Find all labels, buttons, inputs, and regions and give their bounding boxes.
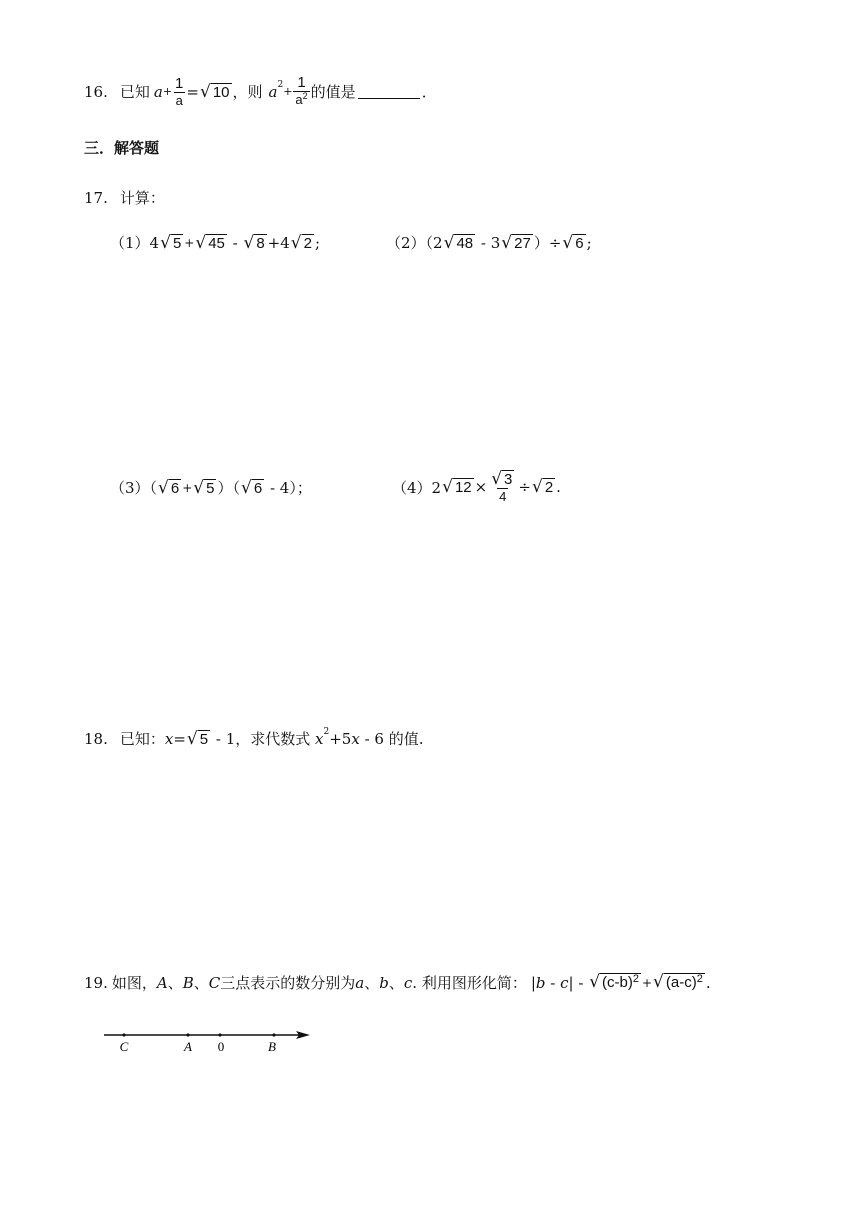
radicand — [664, 973, 705, 993]
divide-sign: ÷ — [518, 478, 531, 496]
section-heading: 三．解答题 — [84, 139, 160, 157]
sqrt-6: √ 6 — [241, 477, 263, 498]
question-text: ，则 — [232, 83, 263, 101]
radicand: 2 — [544, 479, 554, 496]
point-name-c: C — [208, 973, 221, 992]
radicand: 12 — [454, 479, 472, 496]
plus-coefficient: +4 — [267, 233, 290, 252]
fraction-numerator: 1 — [175, 75, 184, 92]
semicolon: ; — [586, 233, 592, 252]
radicand: 5 — [199, 730, 209, 748]
question-number: 16. — [84, 82, 108, 101]
sqrt-8: √ 8 — [243, 232, 265, 253]
sqrt-6: √ 6 — [562, 232, 584, 253]
plus-sign: + — [162, 85, 173, 98]
fraction-denominator: 4 — [499, 489, 507, 504]
semicolon: ; — [314, 233, 321, 252]
sqrt-3: √ 3 — [491, 469, 513, 489]
radicand: 6 — [170, 479, 180, 497]
question-number: 18. — [84, 729, 108, 748]
question-text: . 利用图形化简： — [412, 974, 527, 992]
question-number: 19. — [84, 973, 108, 992]
var-b: b — [379, 973, 389, 992]
question-text: 如图， — [111, 974, 157, 992]
sqrt-5: √ 5 — [160, 232, 182, 253]
question-text: +5 — [329, 729, 352, 748]
point-label-b: B — [268, 1039, 276, 1054]
radicand: 6 — [575, 234, 584, 252]
exponent: 2 — [277, 79, 284, 90]
abs-bar: | — [530, 973, 536, 992]
parenthesis: ）（ — [217, 479, 240, 497]
sqrt-10: √ 10 — [199, 81, 230, 102]
question-19 — [84, 972, 711, 993]
sqrt-5: √ 5 — [193, 477, 215, 498]
radicand: 45 — [208, 234, 225, 252]
fraction-numerator: 1 — [297, 74, 306, 91]
fraction-sqrt3-over-4 — [488, 470, 517, 504]
point-a-dot — [186, 1033, 189, 1036]
equals-sign: = — [173, 729, 186, 748]
minus-sign: - — [545, 973, 561, 992]
fraction-numerator — [488, 470, 517, 488]
plus-sign: + — [641, 975, 653, 990]
sqrt-45: √ 45 — [195, 232, 225, 253]
var-x: x — [351, 729, 360, 748]
var-a-squared: a — [268, 82, 278, 101]
sqrt-6: √ 6 — [158, 477, 180, 498]
question-text: - 1，求代数式 — [211, 730, 316, 748]
question-text: 已知： — [119, 730, 165, 748]
sqrt-c-minus-b-squared: √ $(c-b)^2$ — [589, 971, 639, 992]
point-label-origin: 0 — [217, 1039, 225, 1054]
sqrt-27: √ 27 — [501, 232, 531, 253]
minus-sign: - — [573, 973, 589, 992]
radicand: 5 — [172, 234, 182, 252]
part-label: （2）（2 — [386, 234, 443, 252]
point-label-c: C — [119, 1039, 129, 1054]
question-text: 已知 — [119, 83, 150, 101]
period: . — [556, 478, 561, 496]
radicand: 8 — [256, 234, 265, 252]
separator: 、 — [167, 974, 183, 992]
question-text: 三点表示的数分别为 — [220, 974, 356, 992]
plus-sign: + — [184, 235, 195, 250]
sqrt-48: √ 48 — [443, 232, 474, 253]
var-c: c — [403, 973, 413, 992]
point-name-a: A — [156, 973, 168, 992]
var-b: b — [535, 973, 546, 992]
fraction-one-over-a — [173, 75, 185, 108]
fraction-denominator — [293, 91, 309, 109]
origin-dot — [218, 1033, 221, 1036]
exponent: 2 — [302, 91, 308, 101]
q17-part-4 — [392, 470, 561, 504]
radicand: 27 — [514, 234, 531, 252]
point-b-dot — [272, 1033, 275, 1036]
part-label: （1） — [110, 234, 150, 252]
separator: 、 — [388, 974, 404, 992]
plus-sign: + — [182, 480, 193, 495]
sqrt-12: √ 12 — [442, 477, 472, 497]
answer-blank[interactable] — [358, 84, 420, 99]
radicand: 2 — [303, 234, 312, 252]
question-text: - 6 的值. — [359, 730, 424, 748]
var-x: x — [164, 729, 174, 748]
q17-part-3 — [110, 477, 312, 498]
exponent: 2 — [323, 726, 330, 737]
radicand: 10 — [212, 83, 230, 101]
minus-sign: - — [227, 233, 243, 252]
part-label: （3）（ — [110, 479, 158, 497]
equals-sign: = — [186, 82, 199, 101]
radicand: 5 — [206, 479, 215, 497]
question-text: 计算： — [119, 189, 165, 207]
times-sign: × — [474, 478, 488, 496]
question-text: 的值是 — [310, 83, 356, 101]
radicand: 6 — [253, 479, 263, 497]
radicand: 3 — [504, 471, 513, 488]
radicand — [600, 973, 641, 993]
den-base: a — [295, 92, 303, 107]
divide-sign: ）÷ — [533, 234, 562, 252]
sqrt-5: √ 5 — [186, 728, 209, 749]
period: . — [705, 973, 711, 992]
plus-sign: + — [283, 85, 293, 98]
sqrt-a-minus-c-squared: √ $(a-c)^2$ — [653, 971, 703, 992]
question-17-title — [84, 187, 165, 208]
var-a: a — [355, 973, 365, 992]
point-name-b: B — [182, 973, 194, 992]
abs-bar: | — [568, 973, 574, 992]
separator: 、 — [364, 974, 380, 992]
period: ． — [421, 83, 437, 101]
exponent: 2 — [632, 972, 639, 985]
var-c: c — [560, 973, 569, 992]
sqrt-2: √ 2 — [290, 232, 312, 253]
fraction-one-over-a-squared — [293, 74, 309, 109]
radicand-expr: (a-c) — [665, 973, 697, 991]
exponent: 2 — [696, 972, 703, 985]
var-x: x — [315, 729, 324, 748]
question-number: 17. — [84, 188, 108, 207]
expression-tail: - 4）； — [265, 479, 312, 497]
coefficient: 4 — [149, 233, 160, 252]
radicand-expr: (c-b) — [602, 973, 633, 991]
question-18 — [84, 728, 424, 749]
minus-coefficient: - 3 — [476, 233, 501, 252]
fraction-denominator: a — [175, 93, 183, 108]
radicand: 48 — [456, 234, 474, 252]
separator: 、 — [193, 974, 209, 992]
question-16 — [84, 74, 437, 109]
q17-part-1 — [110, 232, 320, 253]
sqrt-2: √ 2 — [531, 477, 554, 497]
q17-part-2 — [386, 232, 592, 253]
part-label: （4）2 — [392, 478, 442, 497]
var-a: a — [153, 82, 163, 101]
point-label-a: A — [184, 1039, 192, 1054]
point-c-dot — [122, 1033, 125, 1036]
number-line-figure — [100, 1024, 315, 1056]
